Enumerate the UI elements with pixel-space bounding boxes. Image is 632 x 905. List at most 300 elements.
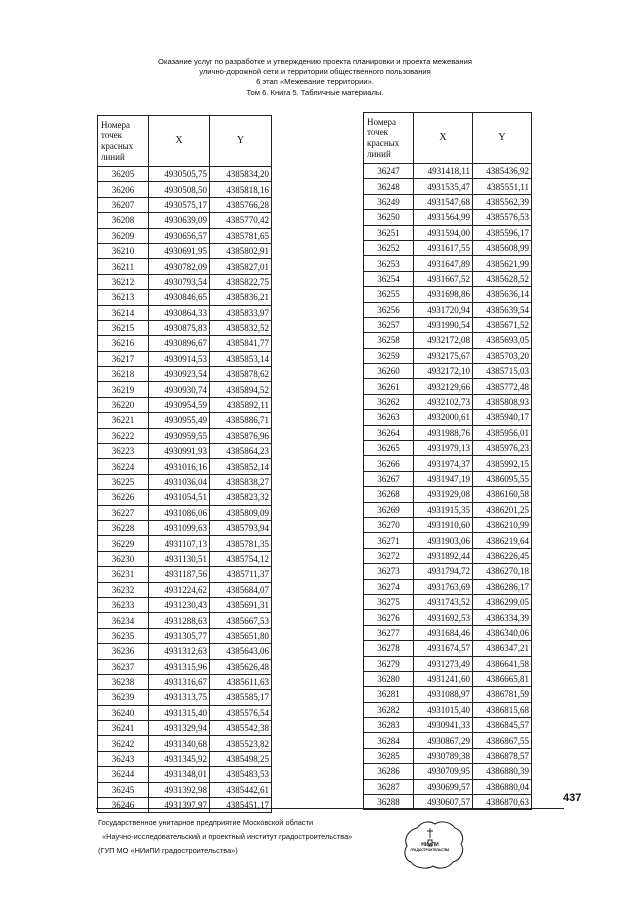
table-row xyxy=(364,441,532,456)
point-number-cell: 36270 xyxy=(364,517,414,532)
table-row xyxy=(364,671,532,686)
table-row xyxy=(98,243,272,258)
y-coordinate-cell: 4385436,92 xyxy=(473,164,532,179)
table-row xyxy=(98,705,272,720)
table-row xyxy=(98,628,272,643)
table-row xyxy=(364,302,532,317)
table-row xyxy=(98,382,272,397)
x-coordinate-cell: 4931979,13 xyxy=(414,441,473,456)
x-coordinate-cell: 4931947,19 xyxy=(414,471,473,486)
x-coordinate-cell: 4931594,00 xyxy=(414,225,473,240)
table-row xyxy=(364,718,532,733)
x-coordinate-cell: 4931316,67 xyxy=(149,674,210,689)
header-line-4: Том 6. Книга 5. Табличные материалы. xyxy=(246,87,384,97)
point-number-cell: 36260 xyxy=(364,364,414,379)
y-coordinate-cell: 4385852,14 xyxy=(210,459,272,474)
point-number-cell: 36226 xyxy=(98,490,149,505)
footer-line-2: «Научно-исследовательский и проектный институт градостроительства» xyxy=(102,832,353,841)
y-coordinate-cell: 4385940,17 xyxy=(473,410,532,425)
y-coordinate-cell: 4385878,62 xyxy=(210,367,272,382)
header-point-number: Номера точек красных линий xyxy=(98,116,149,167)
y-coordinate-cell: 4385834,20 xyxy=(210,167,272,182)
point-number-cell: 36227 xyxy=(98,505,149,520)
document-footer xyxy=(98,816,398,858)
table-row xyxy=(98,444,272,459)
y-coordinate-cell: 4386641,58 xyxy=(473,656,532,671)
x-coordinate-cell: 4930923,54 xyxy=(149,367,210,382)
table-row xyxy=(364,487,532,502)
header-y: Y xyxy=(210,116,272,167)
x-coordinate-cell: 4930782,09 xyxy=(149,259,210,274)
header-x: X xyxy=(414,113,473,164)
x-coordinate-cell: 4931305,77 xyxy=(149,628,210,643)
y-coordinate-cell: 4385793,94 xyxy=(210,520,272,535)
x-coordinate-cell: 4931130,51 xyxy=(149,551,210,566)
table-row xyxy=(364,164,532,179)
point-number-cell: 36224 xyxy=(98,459,149,474)
x-coordinate-cell: 4931547,68 xyxy=(414,194,473,209)
y-coordinate-cell: 4385808,93 xyxy=(473,394,532,409)
y-coordinate-cell: 4386815,68 xyxy=(473,702,532,717)
x-coordinate-cell: 4931720,94 xyxy=(414,302,473,317)
table-row xyxy=(98,490,272,505)
point-number-cell: 36233 xyxy=(98,597,149,612)
x-coordinate-cell: 4930846,65 xyxy=(149,290,210,305)
point-number-cell: 36236 xyxy=(98,644,149,659)
x-coordinate-cell: 4931315,40 xyxy=(149,705,210,720)
y-coordinate-cell: 4386880,39 xyxy=(473,764,532,779)
point-number-cell: 36276 xyxy=(364,610,414,625)
y-coordinate-cell: 4385542,38 xyxy=(210,721,272,736)
point-number-cell: 36231 xyxy=(98,567,149,582)
point-number-cell: 36218 xyxy=(98,367,149,382)
y-coordinate-cell: 4386226,45 xyxy=(473,548,532,563)
x-coordinate-cell: 4932000,61 xyxy=(414,410,473,425)
logo-text: НИиПИ ГРАДОСТРОИТЕЛЬСТВА xyxy=(410,842,450,852)
point-number-cell: 36221 xyxy=(98,413,149,428)
y-coordinate-cell: 4386160,58 xyxy=(473,487,532,502)
table-row xyxy=(364,764,532,779)
point-number-cell: 36228 xyxy=(98,520,149,535)
y-coordinate-cell: 4385976,23 xyxy=(473,441,532,456)
x-coordinate-cell: 4932172,10 xyxy=(414,364,473,379)
point-number-cell: 36215 xyxy=(98,320,149,335)
point-number-cell: 36277 xyxy=(364,625,414,640)
point-number-cell: 36254 xyxy=(364,271,414,286)
x-coordinate-cell: 4932172,08 xyxy=(414,333,473,348)
table-row xyxy=(364,687,532,702)
y-coordinate-cell: 4385523,82 xyxy=(210,736,272,751)
y-coordinate-cell: 4385832,52 xyxy=(210,320,272,335)
point-number-cell: 36209 xyxy=(98,228,149,243)
table-row xyxy=(364,210,532,225)
x-coordinate-cell: 4931418,11 xyxy=(414,164,473,179)
table-row xyxy=(364,225,532,240)
y-coordinate-cell: 4385693,05 xyxy=(473,333,532,348)
point-number-cell: 36230 xyxy=(98,551,149,566)
y-coordinate-cell: 4385841,77 xyxy=(210,336,272,351)
point-number-cell: 36214 xyxy=(98,305,149,320)
table-row xyxy=(98,167,272,182)
y-coordinate-cell: 4385992,15 xyxy=(473,456,532,471)
point-number-cell: 36268 xyxy=(364,487,414,502)
point-number-cell: 36271 xyxy=(364,533,414,548)
point-number-cell: 36256 xyxy=(364,302,414,317)
table-row xyxy=(98,690,272,705)
y-coordinate-cell: 4385823,32 xyxy=(210,490,272,505)
x-coordinate-cell: 4930709,95 xyxy=(414,764,473,779)
x-coordinate-cell: 4931313,75 xyxy=(149,690,210,705)
point-number-cell: 36258 xyxy=(364,333,414,348)
table-row xyxy=(98,567,272,582)
table-row xyxy=(364,271,532,286)
table-row xyxy=(98,290,272,305)
x-coordinate-cell: 4931086,06 xyxy=(149,505,210,520)
y-coordinate-cell: 4385886,71 xyxy=(210,413,272,428)
y-coordinate-cell: 4385770,42 xyxy=(210,213,272,228)
x-coordinate-cell: 4931564,99 xyxy=(414,210,473,225)
y-coordinate-cell: 4385892,11 xyxy=(210,397,272,412)
y-coordinate-cell: 4385576,54 xyxy=(210,705,272,720)
y-coordinate-cell: 4386299,05 xyxy=(473,594,532,609)
y-coordinate-cell: 4385876,96 xyxy=(210,428,272,443)
x-coordinate-cell: 4930930,74 xyxy=(149,382,210,397)
table-row xyxy=(364,564,532,579)
point-number-cell: 36210 xyxy=(98,243,149,258)
y-coordinate-cell: 4385822,75 xyxy=(210,274,272,289)
table-row xyxy=(98,721,272,736)
y-coordinate-cell: 4385772,48 xyxy=(473,379,532,394)
table-row xyxy=(364,702,532,717)
point-number-cell: 36245 xyxy=(98,782,149,797)
point-number-cell: 36282 xyxy=(364,702,414,717)
point-number-cell: 36220 xyxy=(98,397,149,412)
x-coordinate-cell: 4930793,54 xyxy=(149,274,210,289)
point-number-cell: 36246 xyxy=(98,798,149,813)
table-row xyxy=(364,641,532,656)
x-coordinate-cell: 4930505,75 xyxy=(149,167,210,182)
x-coordinate-cell: 4931224,62 xyxy=(149,582,210,597)
y-coordinate-cell: 4386286,17 xyxy=(473,579,532,594)
x-coordinate-cell: 4930656,57 xyxy=(149,228,210,243)
y-coordinate-cell: 4386781,59 xyxy=(473,687,532,702)
coordinates-table-right xyxy=(363,112,532,810)
point-number-cell: 36240 xyxy=(98,705,149,720)
point-number-cell: 36263 xyxy=(364,410,414,425)
table-row xyxy=(98,582,272,597)
y-coordinate-cell: 4386201,25 xyxy=(473,502,532,517)
table-row xyxy=(98,213,272,228)
point-number-cell: 36255 xyxy=(364,287,414,302)
point-number-cell: 36212 xyxy=(98,274,149,289)
table-row xyxy=(98,505,272,520)
table-row xyxy=(364,240,532,255)
x-coordinate-cell: 4931743,52 xyxy=(414,594,473,609)
table-row xyxy=(98,320,272,335)
point-number-cell: 36272 xyxy=(364,548,414,563)
y-coordinate-cell: 4385562,39 xyxy=(473,194,532,209)
y-coordinate-cell: 4386878,57 xyxy=(473,748,532,763)
x-coordinate-cell: 4931903,06 xyxy=(414,533,473,548)
table-row xyxy=(98,474,272,489)
x-coordinate-cell: 4931036,04 xyxy=(149,474,210,489)
table-row xyxy=(364,517,532,532)
y-coordinate-cell: 4385621,99 xyxy=(473,256,532,271)
table-row xyxy=(98,520,272,535)
table-row xyxy=(364,456,532,471)
document-header xyxy=(100,57,530,98)
x-coordinate-cell: 4930639,09 xyxy=(149,213,210,228)
table-row xyxy=(364,256,532,271)
table-row xyxy=(364,471,532,486)
x-coordinate-cell: 4931988,76 xyxy=(414,425,473,440)
x-coordinate-cell: 4931315,96 xyxy=(149,659,210,674)
point-number-cell: 36244 xyxy=(98,767,149,782)
y-coordinate-cell: 4386867,55 xyxy=(473,733,532,748)
x-coordinate-cell: 4931230,43 xyxy=(149,597,210,612)
x-coordinate-cell: 4932175,67 xyxy=(414,348,473,363)
x-coordinate-cell: 4930941,33 xyxy=(414,718,473,733)
y-coordinate-cell: 4386334,39 xyxy=(473,610,532,625)
x-coordinate-cell: 4930991,93 xyxy=(149,444,210,459)
x-coordinate-cell: 4930699,57 xyxy=(414,779,473,794)
y-coordinate-cell: 4385754,12 xyxy=(210,551,272,566)
x-coordinate-cell: 4931667,52 xyxy=(414,271,473,286)
table-row xyxy=(364,779,532,794)
footer-line-1: Государственное унитарное предприятие Московской области xyxy=(98,818,314,827)
point-number-cell: 36241 xyxy=(98,721,149,736)
table-row xyxy=(98,551,272,566)
x-coordinate-cell: 4931397,97 xyxy=(149,798,210,813)
x-coordinate-cell: 4932102,73 xyxy=(414,394,473,409)
x-coordinate-cell: 4931990,54 xyxy=(414,317,473,332)
x-coordinate-cell: 4931312,63 xyxy=(149,644,210,659)
table-row xyxy=(364,548,532,563)
y-coordinate-cell: 4385809,09 xyxy=(210,505,272,520)
point-number-cell: 36243 xyxy=(98,751,149,766)
y-coordinate-cell: 4385836,21 xyxy=(210,290,272,305)
point-number-cell: 36283 xyxy=(364,718,414,733)
table-row xyxy=(98,782,272,797)
x-coordinate-cell: 4931016,16 xyxy=(149,459,210,474)
table-row xyxy=(364,502,532,517)
y-coordinate-cell: 4386880,04 xyxy=(473,779,532,794)
x-coordinate-cell: 4931684,46 xyxy=(414,625,473,640)
y-coordinate-cell: 4386095,55 xyxy=(473,471,532,486)
table-row xyxy=(98,182,272,197)
table-row xyxy=(98,597,272,612)
header-y: Y xyxy=(473,113,532,164)
point-number-cell: 36250 xyxy=(364,210,414,225)
footer-divider xyxy=(96,808,564,809)
header-point-number: Номера точек красных линий xyxy=(364,113,414,164)
point-number-cell: 36273 xyxy=(364,564,414,579)
table-row xyxy=(364,579,532,594)
table-row xyxy=(98,674,272,689)
table-row xyxy=(364,394,532,409)
y-coordinate-cell: 4385611,63 xyxy=(210,674,272,689)
table-row xyxy=(98,413,272,428)
table-row xyxy=(98,659,272,674)
x-coordinate-cell: 4930867,29 xyxy=(414,733,473,748)
y-coordinate-cell: 4385626,48 xyxy=(210,659,272,674)
point-number-cell: 36211 xyxy=(98,259,149,274)
table-row xyxy=(98,228,272,243)
table-row xyxy=(98,305,272,320)
table-row xyxy=(364,287,532,302)
y-coordinate-cell: 4385498,25 xyxy=(210,751,272,766)
x-coordinate-cell: 4931915,35 xyxy=(414,502,473,517)
table-row xyxy=(364,610,532,625)
header-line-1: Оказание услуг по разработке и утверждению проекта планировки и проекта межевания xyxy=(158,57,472,66)
y-coordinate-cell: 4385691,31 xyxy=(210,597,272,612)
point-number-cell: 36232 xyxy=(98,582,149,597)
y-coordinate-cell: 4385781,65 xyxy=(210,228,272,243)
y-coordinate-cell: 4385651,80 xyxy=(210,628,272,643)
y-coordinate-cell: 4385667,53 xyxy=(210,613,272,628)
point-number-cell: 36264 xyxy=(364,425,414,440)
x-coordinate-cell: 4931763,69 xyxy=(414,579,473,594)
point-number-cell: 36237 xyxy=(98,659,149,674)
x-coordinate-cell: 4930896,67 xyxy=(149,336,210,351)
y-coordinate-cell: 4385766,28 xyxy=(210,197,272,212)
x-coordinate-cell: 4931348,01 xyxy=(149,767,210,782)
x-coordinate-cell: 4931892,44 xyxy=(414,548,473,563)
header-line-2: улично-дорожной сети и территории общественного пользования xyxy=(199,67,431,77)
point-number-cell: 36223 xyxy=(98,444,149,459)
point-number-cell: 36286 xyxy=(364,764,414,779)
point-number-cell: 36213 xyxy=(98,290,149,305)
x-coordinate-cell: 4932129,66 xyxy=(414,379,473,394)
x-coordinate-cell: 4930959,55 xyxy=(149,428,210,443)
point-number-cell: 36253 xyxy=(364,256,414,271)
point-number-cell: 36257 xyxy=(364,317,414,332)
y-coordinate-cell: 4385639,54 xyxy=(473,302,532,317)
point-number-cell: 36285 xyxy=(364,748,414,763)
point-number-cell: 36222 xyxy=(98,428,149,443)
point-number-cell: 36248 xyxy=(364,179,414,194)
table-row xyxy=(364,625,532,640)
y-coordinate-cell: 4386210,99 xyxy=(473,517,532,532)
x-coordinate-cell: 4931392,98 xyxy=(149,782,210,797)
point-number-cell: 36239 xyxy=(98,690,149,705)
y-coordinate-cell: 4385715,03 xyxy=(473,364,532,379)
y-coordinate-cell: 4386219,64 xyxy=(473,533,532,548)
x-coordinate-cell: 4931698,86 xyxy=(414,287,473,302)
table-row xyxy=(98,367,272,382)
point-number-cell: 36259 xyxy=(364,348,414,363)
x-coordinate-cell: 4931794,72 xyxy=(414,564,473,579)
x-coordinate-cell: 4931187,56 xyxy=(149,567,210,582)
y-coordinate-cell: 4385483,53 xyxy=(210,767,272,782)
x-coordinate-cell: 4930954,59 xyxy=(149,397,210,412)
x-coordinate-cell: 4931974,37 xyxy=(414,456,473,471)
x-coordinate-cell: 4930508,50 xyxy=(149,182,210,197)
table-row xyxy=(364,317,532,332)
x-coordinate-cell: 4930955,49 xyxy=(149,413,210,428)
table-row xyxy=(98,767,272,782)
point-number-cell: 36278 xyxy=(364,641,414,656)
point-number-cell: 36281 xyxy=(364,687,414,702)
institute-logo xyxy=(397,816,469,872)
y-coordinate-cell: 4385853,14 xyxy=(210,351,272,366)
x-coordinate-cell: 4931340,68 xyxy=(149,736,210,751)
point-number-cell: 36229 xyxy=(98,536,149,551)
table-row xyxy=(364,425,532,440)
y-coordinate-cell: 4386347,21 xyxy=(473,641,532,656)
x-coordinate-cell: 4931674,57 xyxy=(414,641,473,656)
y-coordinate-cell: 4385781,35 xyxy=(210,536,272,551)
y-coordinate-cell: 4385576,53 xyxy=(473,210,532,225)
x-coordinate-cell: 4930914,53 xyxy=(149,351,210,366)
table-row xyxy=(364,364,532,379)
y-coordinate-cell: 4385703,20 xyxy=(473,348,532,363)
y-coordinate-cell: 4385956,01 xyxy=(473,425,532,440)
page-number: 437 xyxy=(563,792,582,804)
x-coordinate-cell: 4931345,92 xyxy=(149,751,210,766)
table-row xyxy=(364,656,532,671)
point-number-cell: 36205 xyxy=(98,167,149,182)
y-coordinate-cell: 4385451,17 xyxy=(210,798,272,813)
table-row xyxy=(364,748,532,763)
table-row xyxy=(364,410,532,425)
table-row xyxy=(98,397,272,412)
table-row xyxy=(364,733,532,748)
table-row xyxy=(98,274,272,289)
header-x: X xyxy=(149,116,210,167)
y-coordinate-cell: 4385636,14 xyxy=(473,287,532,302)
table-row xyxy=(98,736,272,751)
y-coordinate-cell: 4385864,23 xyxy=(210,444,272,459)
point-number-cell: 36275 xyxy=(364,594,414,609)
coordinates-table-left xyxy=(97,115,272,813)
y-coordinate-cell: 4386270,18 xyxy=(473,564,532,579)
table-row xyxy=(98,351,272,366)
table-header-row xyxy=(364,113,532,164)
point-number-cell: 36217 xyxy=(98,351,149,366)
x-coordinate-cell: 4931910,60 xyxy=(414,517,473,532)
point-number-cell: 36269 xyxy=(364,502,414,517)
point-number-cell: 36251 xyxy=(364,225,414,240)
x-coordinate-cell: 4930875,83 xyxy=(149,320,210,335)
x-coordinate-cell: 4931054,51 xyxy=(149,490,210,505)
y-coordinate-cell: 4386870,63 xyxy=(473,795,532,810)
y-coordinate-cell: 4385711,37 xyxy=(210,567,272,582)
y-coordinate-cell: 4386665,81 xyxy=(473,671,532,686)
point-number-cell: 36206 xyxy=(98,182,149,197)
point-number-cell: 36252 xyxy=(364,240,414,255)
y-coordinate-cell: 4385585,17 xyxy=(210,690,272,705)
y-coordinate-cell: 4385818,16 xyxy=(210,182,272,197)
table-header-row xyxy=(98,116,272,167)
x-coordinate-cell: 4931647,89 xyxy=(414,256,473,271)
table-row xyxy=(364,348,532,363)
point-number-cell: 36249 xyxy=(364,194,414,209)
x-coordinate-cell: 4930575,17 xyxy=(149,197,210,212)
point-number-cell: 36287 xyxy=(364,779,414,794)
y-coordinate-cell: 4385833,97 xyxy=(210,305,272,320)
x-coordinate-cell: 4931099,63 xyxy=(149,520,210,535)
point-number-cell: 36208 xyxy=(98,213,149,228)
y-coordinate-cell: 4385442,61 xyxy=(210,782,272,797)
point-number-cell: 36267 xyxy=(364,471,414,486)
point-number-cell: 36288 xyxy=(364,795,414,810)
y-coordinate-cell: 4386340,06 xyxy=(473,625,532,640)
x-coordinate-cell: 4931241,60 xyxy=(414,671,473,686)
header-line-3: 6 этап «Межевание территории». xyxy=(256,77,374,87)
point-number-cell: 36280 xyxy=(364,671,414,686)
point-number-cell: 36235 xyxy=(98,628,149,643)
